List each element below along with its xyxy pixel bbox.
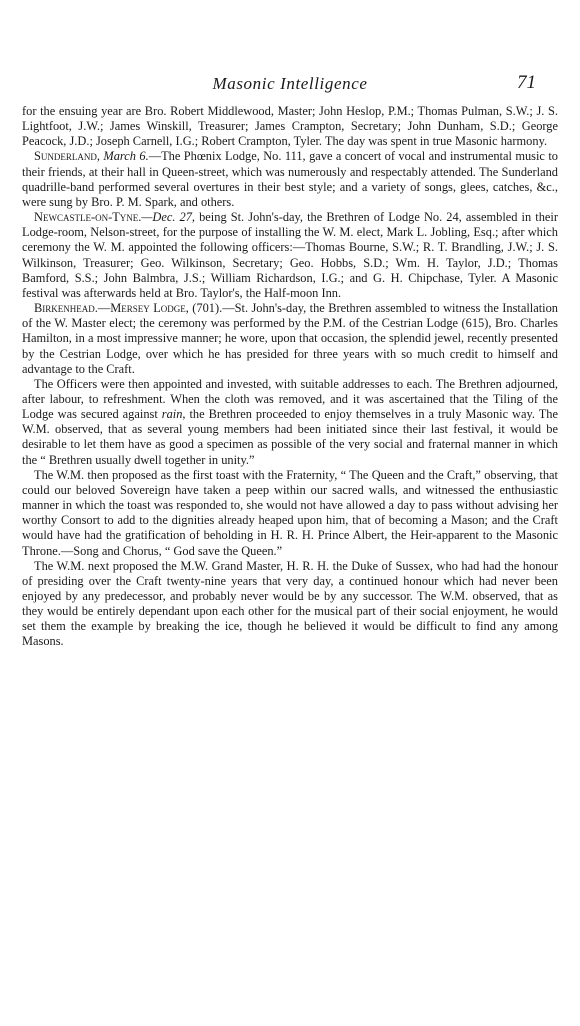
place-name: Birkenhead.—Mersey Lodge, bbox=[34, 301, 189, 316]
paragraph-text: The W.M. then proposed as the first toast with the Fraternity, “ The Queen and the Craft,” observing, that could our beloved Sovereign have taken a peep within our sacred walls, and witnessed the enthusiastic manner in which the toast was responded to, she would not have allowed a day to pass without advising her worthy Consort to add to the dignities already heaped upon him, that of becoming a Mason; and the Craft would have had the gratification of beholding in H. R. H. Prince Albert, the Heir-apparent to the Masonic Throne.—Song and Chorus, “ God save the Queen.” bbox=[22, 467, 558, 558]
place-name: Newcastle-on-Tyne. bbox=[34, 210, 142, 225]
paragraph-text: (701).—St. John's-day, the Brethren assembled to witness the Installation of the W. Master elect; the ceremony was performed by the P.M. of the Cestrian Lodge (615), Bro. Charles Hamilton, in a most impressive manner; he wore, upon that occasion, the splendid jewel, recently presented by the Cestrian Lodge, over which he has presided for three years with so much credit to himself and advantage to the Craft. bbox=[22, 301, 558, 376]
paragraph-grand-master bbox=[22, 559, 558, 650]
paragraph-text: The W.M. next proposed the M.W. Grand Master, H. R. H. the Duke of Sussex, who had had the honour of presiding over the Craft twenty-nine years that very day, a continued honour which had never been enjoyed by any predecessor, and probably never would be by any successor. The W.M. observed, that as they would be entirely dependant upon each other for the musical part of their social enjoyment, he would set them the example by breaking the ice, though he believed it would be difficult to find any among Masons. bbox=[22, 558, 558, 649]
paragraph-first-toast bbox=[22, 468, 558, 559]
paragraph-officers bbox=[22, 377, 558, 468]
paragraph-sunderland bbox=[22, 149, 558, 210]
emphasis-word: rain bbox=[161, 407, 183, 422]
paragraph-text: being St. John's-day, the Brethren of Lodge No. 24, assembled in their Lodge-room, Nelson-street, for the purpose of installing the W. M. elect, Mark L. Jobling, Esq.; after which ceremony the W. M. appointed the following officers:—Thomas Bourne, S.W.; R. T. Brandling, J.W.; J. S. Wilkinson, Treasurer; Geo. Wilkinson, Secretary; Geo. Hobbs, S.D.; Wm. H. Taylor, J.D.; Thomas Bamford, S.S.; John Balmbra, J.S.; William Richardson, I.G.; and G. H. Chipchase, Tyler. A Masonic festival was afterwards held at Bro. Taylor's, the Half-moon Inn. bbox=[22, 210, 558, 300]
report-date: —Dec. 27, bbox=[141, 210, 196, 225]
paragraph-continued bbox=[22, 104, 558, 149]
paragraph-text: for the ensuing year are Bro. Robert Middlewood, Master; John Heslop, P.M.; Thomas Pulman, S.W.; J. S. Lightfoot, J.W.; James Winskill, Treasurer; James Crampton, Secretary; John Dunham, S.D.; George Peacock, J.D.; Joseph Carnell, I.G.; Robert Crampton, Tyler. The day was spent in true Masonic harmony. bbox=[22, 104, 558, 149]
page-number: 71 bbox=[517, 72, 536, 93]
paragraph-text: The Officers were then appointed and invested, with suitable addresses to each. The Brethren adjourned, after labour, to refreshment. When the cloth was removed, and it was ascertained that the Tiling of the Lodge was secured against bbox=[22, 376, 558, 422]
place-name: Sunderland, bbox=[34, 149, 100, 164]
running-head bbox=[22, 72, 558, 104]
paragraph-birkenhead bbox=[22, 301, 558, 377]
article-body bbox=[22, 104, 558, 650]
paragraph-newcastle bbox=[22, 210, 558, 301]
paragraph-text: —The Phœnix Lodge, No. 111, gave a concert of vocal and instrumental music to their friends, at their hall in Queen-street, which was numerously and respectably attended. The Sunderland quadrille-band performed several overtures in their best style; and a variety of songs, glees, catches, &c., were sung by Bro. P. M. Spark, and others. bbox=[22, 149, 558, 209]
paragraph-text: , the Brethren proceeded to enjoy themselves in a truly Masonic way. The W.M. observed, that as several young members had been initiated since their last festival, it would be desirable to let them have as good a specimen as possible of the very social and fraternal manner in which the “ Brethren usually dwell together in unity.” bbox=[22, 407, 559, 467]
running-head-title: Masonic Intelligence bbox=[212, 74, 368, 93]
page bbox=[22, 72, 558, 650]
report-date: March 6. bbox=[103, 149, 149, 164]
